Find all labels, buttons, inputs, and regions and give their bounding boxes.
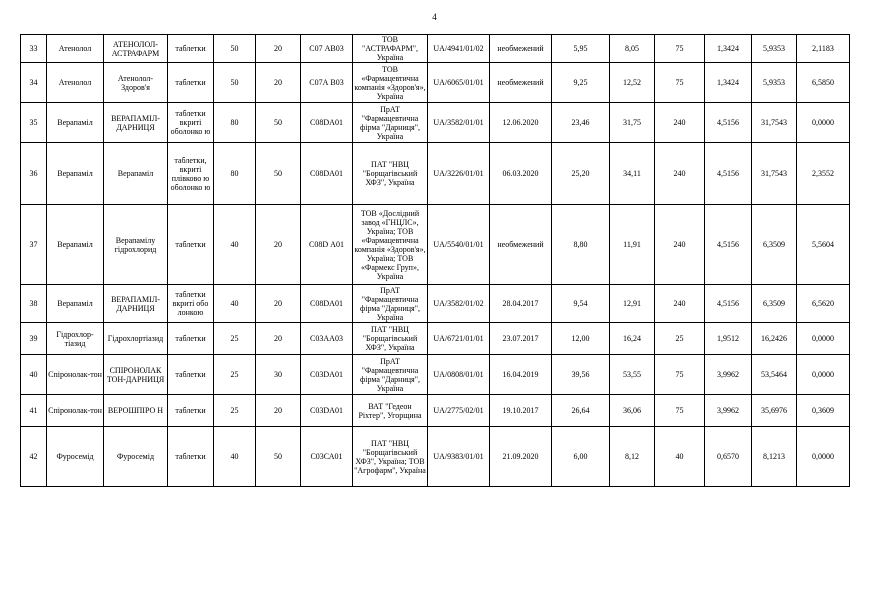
- atc-code-cell: С08D А01: [301, 205, 353, 285]
- trade-name-cell: Фуросемід: [104, 427, 168, 487]
- manufacturer-cell: ПАТ "НВЦ "Борщагівський ХФЗ", Україна: [353, 323, 428, 355]
- price-1-cell: 5,95: [552, 35, 610, 63]
- atc-code-cell: С07 АВ03: [301, 35, 353, 63]
- price-2-cell: 53,55: [610, 355, 655, 395]
- price-1-cell: 9,54: [552, 285, 610, 323]
- row-number-cell: 41: [21, 395, 47, 427]
- price-1-cell: 26,64: [552, 395, 610, 427]
- row-number-cell: 36: [21, 143, 47, 205]
- dosage-form-cell: таблетки вкриті оболонко ю: [168, 103, 214, 143]
- table-row: [21, 427, 850, 487]
- atc-code-cell: С08DA01: [301, 103, 353, 143]
- price-2-cell: 36,06: [610, 395, 655, 427]
- trade-name-cell: Атенолол-Здоров'я: [104, 63, 168, 103]
- reimbursement-value-cell: 8,1213: [752, 427, 797, 487]
- registration-expiry-cell: необмежений: [490, 205, 552, 285]
- trade-name-cell: ВЕРАПАМІЛ-ДАРНИЦЯ: [104, 285, 168, 323]
- registration-number-cell: UA/3226/01/01: [428, 143, 490, 205]
- row-number-cell: 35: [21, 103, 47, 143]
- registration-expiry-cell: 12.06.2020: [490, 103, 552, 143]
- copayment-value-cell: 6,5850: [797, 63, 850, 103]
- copayment-value-cell: 0,0000: [797, 355, 850, 395]
- registration-number-cell: UA/3582/01/02: [428, 285, 490, 323]
- price-1-cell: 6,00: [552, 427, 610, 487]
- row-number-cell: 37: [21, 205, 47, 285]
- table-row: [21, 103, 850, 143]
- price-1-cell: 23,46: [552, 103, 610, 143]
- table-row: [21, 205, 850, 285]
- trade-name-cell: Гідрохлортіазид: [104, 323, 168, 355]
- trade-name-cell: АТЕНОЛОЛ-АСТРАФАРМ: [104, 35, 168, 63]
- reference-value-cell: 3,9962: [705, 395, 752, 427]
- manufacturer-cell: ПрАТ "Фармацевтична фірма "Дарниця", Україна: [353, 355, 428, 395]
- dose-mg-cell: 50: [214, 35, 256, 63]
- atc-code-cell: С03DA01: [301, 395, 353, 427]
- copayment-value-cell: 0,0000: [797, 427, 850, 487]
- table-row: [21, 35, 850, 63]
- dosage-form-cell: таблетки: [168, 395, 214, 427]
- reference-value-cell: 4,5156: [705, 143, 752, 205]
- price-2-cell: 8,05: [610, 35, 655, 63]
- reimbursement-value-cell: 5,9353: [752, 35, 797, 63]
- price-2-cell: 8,12: [610, 427, 655, 487]
- registration-number-cell: UA/2775/02/01: [428, 395, 490, 427]
- atc-code-cell: С03АА03: [301, 323, 353, 355]
- price-1-cell: 9,25: [552, 63, 610, 103]
- registration-expiry-cell: 19.10.2017: [490, 395, 552, 427]
- price-2-cell: 12,52: [610, 63, 655, 103]
- registration-expiry-cell: 06.03.2020: [490, 143, 552, 205]
- reference-value-cell: 4,5156: [705, 285, 752, 323]
- trade-name-cell: ВЕРАПАМІЛ-ДАРНИЦЯ: [104, 103, 168, 143]
- copayment-value-cell: 0,0000: [797, 103, 850, 143]
- table-row: [21, 285, 850, 323]
- manufacturer-cell: ТОВ «Фармацевтична компанія «Здоров'я», Україна: [354, 64, 426, 101]
- reimbursement-value-cell: 31,7543: [752, 143, 797, 205]
- inn-name-cell: Спіронолак-тон: [47, 355, 104, 395]
- reimbursement-value-cell: 53,5464: [752, 355, 797, 395]
- pack-quantity-cell: 50: [256, 427, 301, 487]
- registration-number-cell: UA/6065/01/01: [428, 63, 490, 103]
- pack-quantity-cell: 30: [256, 355, 301, 395]
- atc-code-cell: С07А В03: [301, 63, 353, 103]
- registration-number-cell: UA/3582/01/01: [428, 103, 490, 143]
- trade-name-cell: СПІРОНОЛАК ТОН-ДАРНИЦЯ: [104, 355, 168, 395]
- row-number-cell: 34: [21, 63, 47, 103]
- reimbursement-value-cell: 6,3509: [752, 205, 797, 285]
- ddd-value-cell: 75: [655, 63, 705, 103]
- reference-value-cell: 4,5156: [705, 103, 752, 143]
- pack-quantity-cell: 20: [256, 63, 301, 103]
- dose-mg-cell: 25: [214, 355, 256, 395]
- copayment-value-cell: 6,5620: [797, 285, 850, 323]
- trade-name-cell: Верапамілу гідрохлорид: [104, 205, 168, 285]
- drug-price-table: [20, 34, 850, 487]
- registration-expiry-cell: 21.09.2020: [490, 427, 552, 487]
- dosage-form-cell: таблетки: [168, 205, 214, 285]
- ddd-value-cell: 75: [655, 35, 705, 63]
- ddd-value-cell: 240: [655, 205, 705, 285]
- inn-name-cell: Гідрохлор-тіазид: [47, 323, 104, 355]
- copayment-value-cell: 0,3609: [797, 395, 850, 427]
- page-number: 4: [432, 12, 437, 22]
- ddd-value-cell: 75: [655, 395, 705, 427]
- pack-quantity-cell: 20: [256, 205, 301, 285]
- trade-name-cell: ВЕРОШПІРО Н: [104, 395, 168, 427]
- ddd-value-cell: 40: [655, 427, 705, 487]
- price-2-cell: 31,75: [610, 103, 655, 143]
- reference-value-cell: 1,3424: [705, 35, 752, 63]
- manufacturer-cell: ТОВ «Дослідний завод «ГНЦЛС», Україна; ТОВ «Фармацевтична компанія «Здоров'я», Україна; ТОВ «Фармекс Груп», Україна: [353, 205, 428, 285]
- dose-mg-cell: 50: [214, 63, 256, 103]
- pack-quantity-cell: 20: [256, 35, 301, 63]
- pack-quantity-cell: 20: [256, 323, 301, 355]
- pack-quantity-cell: 20: [256, 395, 301, 427]
- copayment-value-cell: 2,1183: [797, 35, 850, 63]
- inn-name-cell: Верапаміл: [47, 285, 104, 323]
- reimbursement-value-cell: 35,6976: [752, 395, 797, 427]
- inn-name-cell: Атенолол: [47, 35, 104, 63]
- registration-expiry-cell: 28.04.2017: [490, 285, 552, 323]
- inn-name-cell: Атенолол: [47, 63, 104, 103]
- dose-mg-cell: 25: [214, 323, 256, 355]
- reference-value-cell: 4,5156: [705, 205, 752, 285]
- registration-expiry-cell: необмежений: [490, 63, 552, 103]
- dosage-form-cell: таблетки вкриті обо лонкою: [168, 285, 214, 323]
- price-2-cell: 34,11: [610, 143, 655, 205]
- inn-name-cell: Верапаміл: [47, 103, 104, 143]
- table-row: [21, 143, 850, 205]
- row-number-cell: 42: [21, 427, 47, 487]
- inn-name-cell: Фуросемід: [47, 427, 104, 487]
- dose-mg-cell: 80: [214, 143, 256, 205]
- dosage-form-cell: таблетки: [168, 63, 214, 103]
- trade-name-cell: Верапаміл: [104, 143, 168, 205]
- manufacturer-cell: ПАТ "НВЦ "Борщагівський ХФЗ", Україна: [353, 143, 428, 205]
- dose-mg-cell: 40: [214, 427, 256, 487]
- price-2-cell: 11,91: [610, 205, 655, 285]
- manufacturer-cell: ПрАТ "Фармацевтична фірма "Дарниця", Україна: [353, 103, 428, 143]
- table-row: [21, 63, 850, 103]
- table-row: [21, 323, 850, 355]
- dose-mg-cell: 80: [214, 103, 256, 143]
- ddd-value-cell: 240: [655, 143, 705, 205]
- ddd-value-cell: 240: [655, 285, 705, 323]
- reference-value-cell: 3,9962: [705, 355, 752, 395]
- reimbursement-value-cell: 6,3509: [752, 285, 797, 323]
- reimbursement-value-cell: 31,7543: [752, 103, 797, 143]
- dosage-form-cell: таблетки, вкриті плівково ю оболонко ю: [168, 143, 214, 205]
- ddd-value-cell: 75: [655, 355, 705, 395]
- pack-quantity-cell: 50: [256, 103, 301, 143]
- dosage-form-cell: таблетки: [168, 323, 214, 355]
- manufacturer-cell: ТОВ "АСТРАФАРМ", Україна: [353, 35, 428, 63]
- price-1-cell: 8,80: [552, 205, 610, 285]
- manufacturer-cell: ВАТ "Гедеон Ріхтер", Угорщина: [353, 395, 428, 427]
- price-2-cell: 16,24: [610, 323, 655, 355]
- dosage-form-cell: таблетки: [168, 427, 214, 487]
- row-number-cell: 38: [21, 285, 47, 323]
- inn-name-cell: Спіронолак-тон: [47, 395, 104, 427]
- copayment-value-cell: 0,0000: [797, 323, 850, 355]
- reimbursement-value-cell: 16,2426: [752, 323, 797, 355]
- pack-quantity-cell: 50: [256, 143, 301, 205]
- table-row: [21, 355, 850, 395]
- reference-value-cell: 0,6570: [705, 427, 752, 487]
- price-1-cell: 12,00: [552, 323, 610, 355]
- dosage-form-cell: таблетки: [168, 35, 214, 63]
- registration-expiry-cell: необмежений: [490, 35, 552, 63]
- reference-value-cell: 1,9512: [705, 323, 752, 355]
- price-2-cell: 12,91: [610, 285, 655, 323]
- manufacturer-cell: ПрАТ "Фармацевтична фірма "Дарниця", Україна: [353, 285, 428, 323]
- registration-number-cell: UA/0808/01/01: [428, 355, 490, 395]
- pack-quantity-cell: 20: [256, 285, 301, 323]
- dose-mg-cell: 40: [214, 285, 256, 323]
- price-1-cell: 25,20: [552, 143, 610, 205]
- row-number-cell: 40: [21, 355, 47, 395]
- dosage-form-cell: таблетки: [168, 355, 214, 395]
- price-1-cell: 39,56: [552, 355, 610, 395]
- atc-code-cell: С08DA01: [301, 143, 353, 205]
- inn-name-cell: Верапаміл: [47, 143, 104, 205]
- table-row: [21, 395, 850, 427]
- inn-name-cell: Верапаміл: [47, 205, 104, 285]
- row-number-cell: 33: [21, 35, 47, 63]
- reference-value-cell: 1,3424: [705, 63, 752, 103]
- manufacturer-cell: ПАТ "НВЦ "Борщагівський ХФЗ", Україна; ТОВ "Агрофарм", Україна: [353, 427, 428, 487]
- registration-number-cell: UA/5540/01/01: [428, 205, 490, 285]
- copayment-value-cell: 2,3552: [797, 143, 850, 205]
- registration-expiry-cell: 23.07.2017: [490, 323, 552, 355]
- atc-code-cell: С03СА01: [301, 427, 353, 487]
- registration-number-cell: UA/9383/01/01: [428, 427, 490, 487]
- dose-mg-cell: 25: [214, 395, 256, 427]
- atc-code-cell: С03DA01: [301, 355, 353, 395]
- registration-expiry-cell: 16.04.2019: [490, 355, 552, 395]
- registration-number-cell: UA/4941/01/02: [428, 35, 490, 63]
- ddd-value-cell: 240: [655, 103, 705, 143]
- dose-mg-cell: 40: [214, 205, 256, 285]
- reimbursement-value-cell: 5,9353: [752, 63, 797, 103]
- copayment-value-cell: 5,5604: [797, 205, 850, 285]
- registration-number-cell: UA/6721/01/01: [428, 323, 490, 355]
- row-number-cell: 39: [21, 323, 47, 355]
- atc-code-cell: С08DA01: [301, 285, 353, 323]
- ddd-value-cell: 25: [655, 323, 705, 355]
